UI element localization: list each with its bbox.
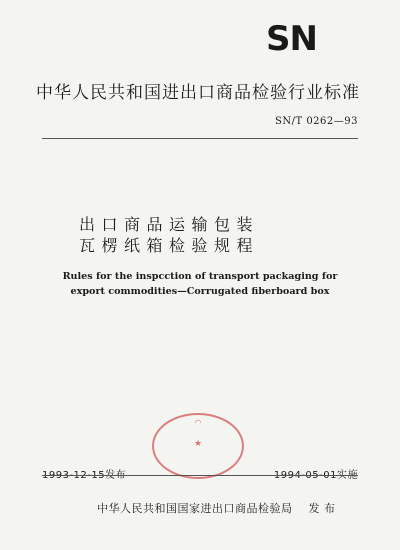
standard-category-title: 中华人民共和国进出口商品检验行业标准: [36, 83, 360, 103]
footer-divider: [42, 475, 358, 476]
implementation-date: 1994-05-01实施: [273, 470, 358, 481]
issuing-authority: [97, 500, 336, 516]
issuer-action: 发 布: [308, 502, 336, 515]
red-seal-stamp: ◠ ★: [152, 413, 244, 479]
issue-date: 1993-12-15发布: [42, 470, 127, 481]
header-divider: [42, 138, 358, 139]
issuer-name: 中华人民共和国国家进出口商品检验局: [97, 502, 293, 515]
chinese-title-line-1: 出口商品运输包装: [79, 215, 260, 234]
standard-code: SN/T 0262—93: [275, 116, 358, 127]
sn-logo: SN: [266, 19, 317, 59]
english-title-line-2: export commodities—Corrugated fiberboard box: [70, 286, 330, 297]
chinese-title-line-2: 瓦楞纸箱检验规程: [79, 236, 260, 255]
english-title-line-1: Rules for the inspcction of transport packaging for: [62, 271, 338, 282]
